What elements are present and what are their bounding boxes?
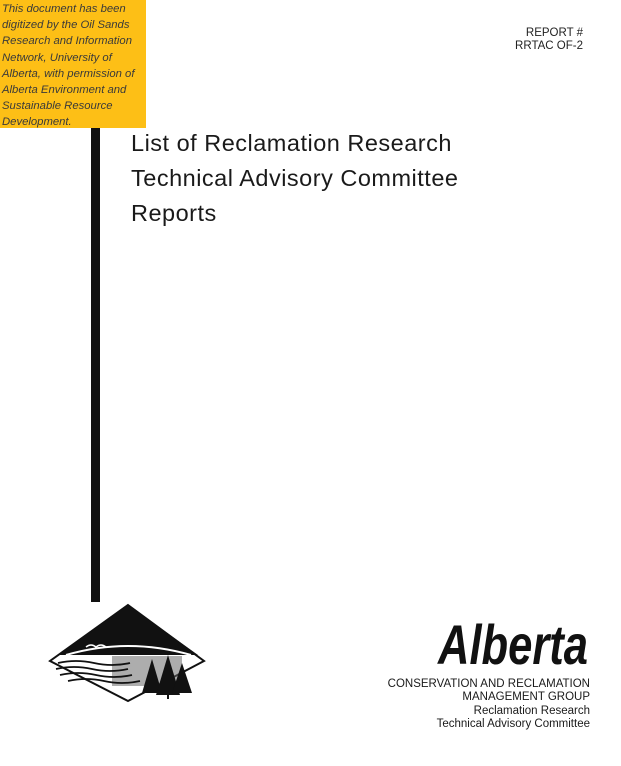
title-line: Technical Advisory Committee bbox=[131, 165, 459, 191]
notice-line: Alberta Environment and bbox=[2, 84, 127, 97]
notice-line: This document has been bbox=[2, 3, 126, 15]
notice-line: Research and Information bbox=[2, 35, 132, 48]
title-line: List of Reclamation Research bbox=[131, 130, 452, 156]
notice-line: digitized by the Oil Sands bbox=[2, 19, 130, 32]
agency-footer bbox=[388, 678, 590, 732]
report-number-block bbox=[515, 27, 583, 53]
digitization-notice bbox=[0, 0, 146, 128]
notice-line: Alberta, with permission of bbox=[2, 67, 135, 80]
report-label: REPORT # bbox=[525, 27, 583, 39]
footer-line: Technical Advisory Committee bbox=[436, 718, 590, 731]
notice-line: Sustainable Resource bbox=[2, 100, 113, 113]
footer-line: Reclamation Research bbox=[473, 704, 590, 717]
vertical-rule bbox=[91, 128, 100, 602]
notice-line: Network, University of bbox=[2, 51, 112, 64]
alberta-wordmark-text: Alberta bbox=[436, 613, 588, 676]
report-number: RRTAC OF-2 bbox=[515, 40, 583, 52]
document-title bbox=[131, 126, 458, 231]
title-line: Reports bbox=[131, 200, 217, 226]
alberta-landscape-emblem-icon bbox=[46, 603, 208, 703]
footer-line: MANAGEMENT GROUP bbox=[462, 691, 590, 704]
alberta-logo bbox=[434, 612, 594, 676]
footer-line: CONSERVATION AND RECLAMATION bbox=[387, 678, 590, 690]
notice-line: Development. bbox=[2, 116, 72, 129]
